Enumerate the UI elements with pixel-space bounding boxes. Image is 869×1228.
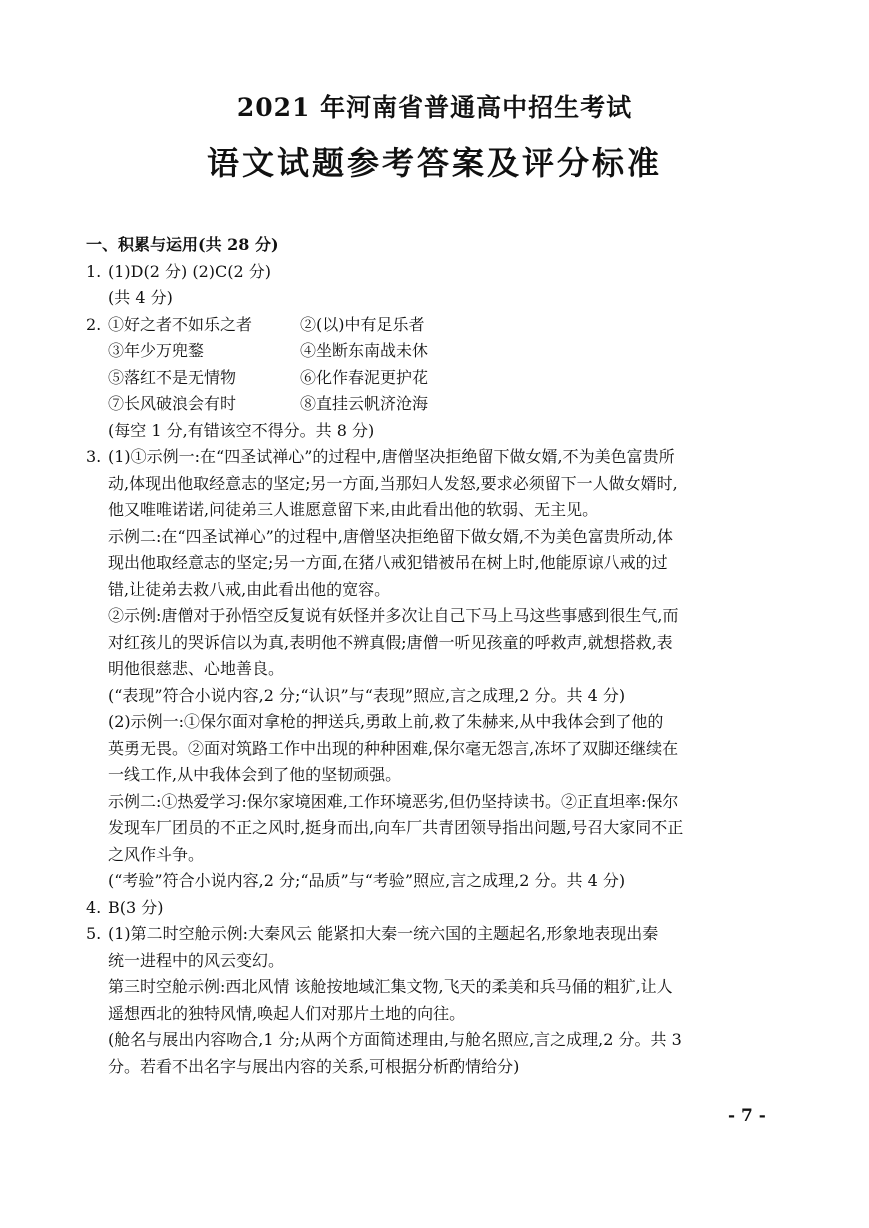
answer-text: 遥想西北的独特风情,唤起人们对那片土地的向往。 (108, 1003, 466, 1023)
answer-text: 现出他取经意志的坚定;另一方面,在猪八戒犯错被吊在树上时,他能原谅八戒的过 (108, 553, 668, 572)
question-2-row (86, 391, 758, 418)
question-number: 3. (86, 447, 102, 466)
answer-item: ④坐断东南战未休 (300, 341, 429, 360)
answer-text: 第三时空舱示例:西北风情 该舱按地域汇集文物,飞天的柔美和兵马俑的粗犷,让人 (108, 977, 673, 996)
answer-text: (2)示例一:①保尔面对拿枪的押送兵,勇敢上前,救了朱赫来,从中我体会到了他的 (108, 712, 664, 731)
score-note: (“表现”符合小说内容,2 分;“认识”与“表现”照应,言之成理,2 分。共 4 分) (108, 685, 626, 705)
answer-text: 发现车厂团员的不正之风时,挺身而出,向车厂共青团领导指出问题,号召大家同不正 (108, 818, 684, 837)
score-note: 分。若看不出名字与展出内容的关系,可根据分析酌情给分) (108, 1056, 520, 1076)
answer-text: (1)①示例一:在“四圣试禅心”的过程中,唐僧坚决拒绝留下做女婿,不为美色富贵所 (108, 447, 675, 466)
answer-text: 对红孩儿的哭诉信以为真,表明他不辨真假;唐僧一听见孩童的呼救声,就想搭救,表 (108, 632, 673, 652)
question-number: 2. (86, 314, 102, 334)
exam-title: 2021 年河南省普通高中招生考试 (236, 93, 633, 122)
answer-text: 他又唯唯诺诺,问徒弟三人谁愿意留下来,由此看出他的软弱、无主见。 (108, 500, 599, 519)
score-note: (舱名与展出内容吻合,1 分;从两个方面简述理由,与舱名照应,言之成理,2 分。共 3 (108, 1030, 682, 1049)
question-number: 1. (86, 261, 102, 281)
answer-text: 英勇无畏。②面对筑路工作中出现的种种困难,保尔毫无怨言,冻坏了双脚还继续在 (108, 738, 679, 758)
answer-text: 动,体现出他取经意志的坚定;另一方面,当那妇人发怒,要求必须留下一人做女婿时, (108, 473, 678, 493)
section-heading: 一、积累与运用(共 28 分) (86, 235, 279, 254)
answer-item: ⑥化作春泥更护花 (300, 367, 429, 387)
question-2-row (86, 338, 758, 365)
question-2-row (86, 312, 758, 339)
answer-item: ③年少万兜鍪 (108, 341, 205, 360)
answer-text: 错,让徒弟去救八戒,由此看出他的宽容。 (108, 579, 391, 599)
answer-item: ②(以)中有足乐者 (300, 314, 425, 334)
question-5 (86, 921, 758, 948)
answer-text: (1)D(2 分) (2)C(2 分) (108, 261, 271, 281)
question-number: 5. (86, 924, 102, 943)
answer-text: 明他很慈悲、心地善良。 (108, 659, 285, 678)
answer-text: B(3 分) (108, 897, 164, 917)
answer-text: 一线工作,从中我体会到了他的坚韧顽强。 (108, 765, 402, 784)
answer-item: ⑦长风破浪会有时 (108, 394, 237, 413)
answer-text: 示例二:①热爱学习:保尔家境困难,工作环境恶劣,但仍坚持读书。②正直坦率:保尔 (108, 791, 679, 811)
question-1 (86, 259, 758, 286)
score-note: (每空 1 分,有错该空不得分。共 8 分) (108, 420, 375, 440)
question-4 (86, 895, 758, 922)
question-3 (86, 444, 758, 471)
answer-text: ②示例:唐僧对于孙悟空反复说有妖怪并多次让自己下马上马这些事感到很生气,而 (108, 606, 679, 625)
page-number: - 7 - (728, 1106, 766, 1126)
answer-text: (1)第二时空舱示例:大秦风云 能紧扣大秦一统六国的主题起名,形象地表现出秦 (108, 924, 659, 943)
answer-text: 示例二:在“四圣试禅心”的过程中,唐僧坚决拒绝留下做女婿,不为美色富贵所动,体 (108, 526, 674, 546)
answer-text: 之风作斗争。 (108, 844, 205, 864)
question-number: 4. (86, 897, 102, 917)
answer-item: ⑤落红不是无情物 (108, 367, 237, 387)
answer-item: ①好之者不如乐之者 (108, 314, 253, 334)
document-title: 语文试题参考答案及评分标准 (206, 144, 662, 182)
question-2-row (86, 365, 758, 392)
score-note: (“考验”符合小说内容,2 分;“品质”与“考验”照应,言之成理,2 分。共 4 分) (108, 871, 626, 890)
answer-item: ⑧直挂云帆济沧海 (300, 394, 429, 413)
answer-text: 统一进程中的风云变幻。 (108, 950, 285, 970)
answer-content (86, 232, 758, 1080)
score-note: (共 4 分) (108, 288, 173, 307)
